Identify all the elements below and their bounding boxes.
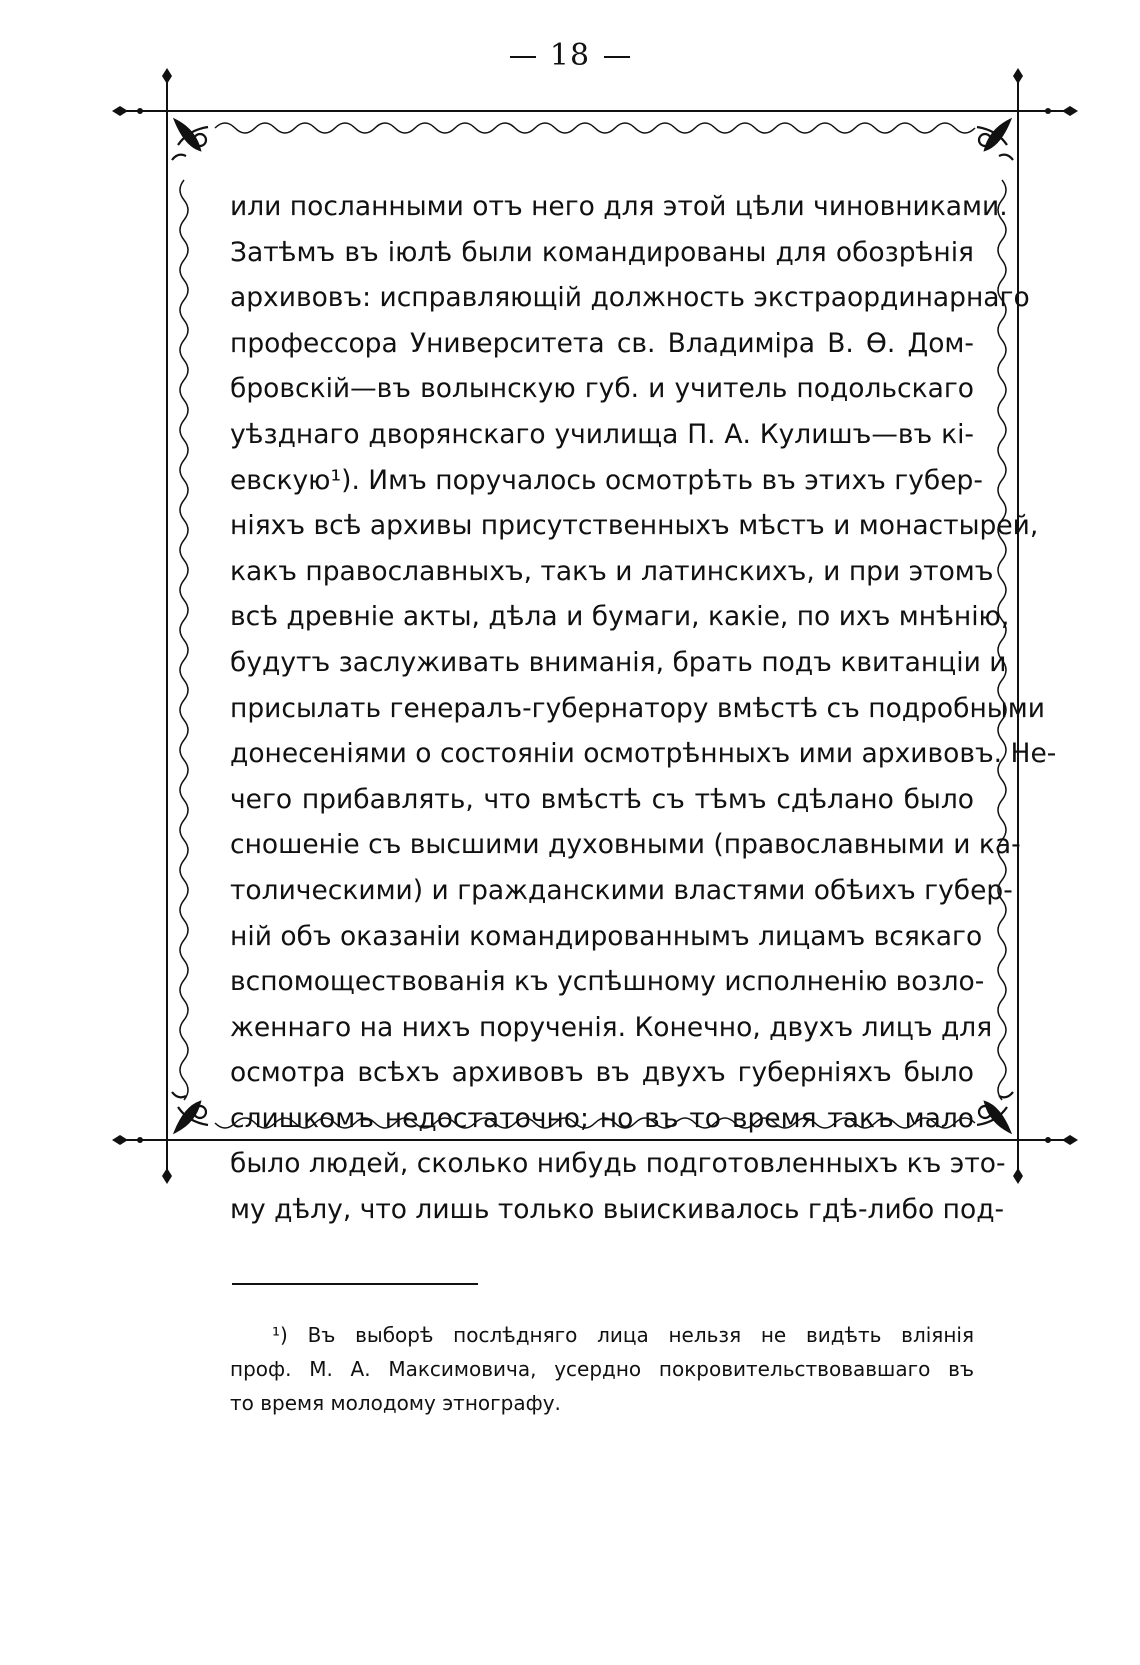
top-dot xyxy=(1045,108,1051,114)
text-line: евскую¹). Имъ поручалось осмотрѣть въ этихъ губер- xyxy=(230,464,983,496)
text-line: женнаго на нихъ порученія. Конечно, двухъ лицъ для xyxy=(230,1011,993,1043)
bottom-right-cap xyxy=(1062,1135,1078,1145)
top-dot xyxy=(137,108,143,114)
text-line: му дѣлу, что лишь только выискивалось гдѣ-либо под- xyxy=(230,1194,1005,1226)
left-bottom-cap xyxy=(162,1168,172,1184)
text-line: вспомоществованія къ успѣшному исполненію возло- xyxy=(230,966,985,998)
corner-ornament-top-right xyxy=(977,120,1013,160)
text-line: осмотра всѣхъ архивовъ въ двухъ губерніяхъ было xyxy=(230,1057,974,1089)
bottom-dot xyxy=(137,1137,143,1143)
corner-ornament-bottom-right xyxy=(977,1092,1013,1132)
text-line: бровскій—въ волынскую губ. и учитель подольскаго xyxy=(230,373,974,405)
text-line: профессора Университета св. Владиміра В. Ѳ. Дом- xyxy=(230,327,974,359)
text-line: всѣ древніе акты, дѣла и бумаги, какіе, по ихъ мнѣнію, xyxy=(230,601,1010,633)
text-line: ніяхъ всѣ архивы присутственныхъ мѣстъ и монастырей, xyxy=(230,510,1039,542)
left-wave xyxy=(180,180,188,1100)
text-line: уѣзднаго дворянскаго училища П. А. Кулишъ—въ кі- xyxy=(230,418,974,450)
main-text xyxy=(230,184,1057,1233)
text-line: сношеніе съ высшими духовными (православными и ка- xyxy=(230,829,1021,861)
text-line: толическими) и гражданскими властями обѣихъ губер- xyxy=(230,874,1013,906)
text-line: ній объ оказаніи командированнымъ лицамъ всякаго xyxy=(230,920,983,952)
text-line: или посланными отъ него для этой цѣли чиновниками. xyxy=(230,191,1008,222)
footnote xyxy=(230,1318,974,1420)
right-bottom-cap xyxy=(1013,1168,1023,1184)
footnote-line xyxy=(230,1318,974,1352)
top-right-cap xyxy=(1062,106,1078,116)
footnote-marker: ¹) xyxy=(272,1323,288,1347)
text-line: донесеніями о состояніи осмотрѣнныхъ ими архивовъ. Не- xyxy=(230,738,1057,770)
top-wave xyxy=(215,123,975,133)
corner-ornament-top-left xyxy=(172,120,208,160)
right-top-cap xyxy=(1013,68,1023,84)
text-line: какъ православныхъ, такъ и латинскихъ, и при этомъ xyxy=(230,555,994,587)
bottom-left-cap xyxy=(112,1135,128,1145)
page-number-value: 18 xyxy=(549,38,591,73)
text-line: чего прибавлять, что вмѣстѣ съ тѣмъ сдѣлано было xyxy=(230,783,974,815)
footnote-separator xyxy=(232,1283,478,1285)
bottom-dot xyxy=(1045,1137,1051,1143)
text-line: будутъ заслуживать вниманія, брать подъ квитанціи и xyxy=(230,646,1007,678)
right-wave xyxy=(998,180,1006,1100)
text-line: присылать генералъ-губернатору вмѣстѣ съ подробными xyxy=(230,692,1045,724)
footnote-line-text: Въ выборѣ послѣдняго лица нельзя не видѣть вліянія xyxy=(307,1323,974,1347)
text-line: архивовъ: исправляющій должность экстраординарнаго xyxy=(230,282,1030,314)
corner-ornament-bottom-left xyxy=(172,1092,208,1132)
footnote-line: то время молодому этнографу. xyxy=(230,1391,561,1415)
top-left-cap xyxy=(112,106,128,116)
text-line: Затѣмъ въ іюлѣ были командированы для обозрѣнія xyxy=(230,236,974,268)
text-line: слишкомъ недостаточно; но въ то время такъ мало xyxy=(230,1102,974,1134)
footnote-line: проф. М. А. Максимовича, усердно покровительствовавшаго въ xyxy=(230,1357,974,1381)
text-line: было людей, сколько нибудь подготовленныхъ къ это- xyxy=(230,1148,1006,1180)
left-top-cap xyxy=(162,68,172,84)
